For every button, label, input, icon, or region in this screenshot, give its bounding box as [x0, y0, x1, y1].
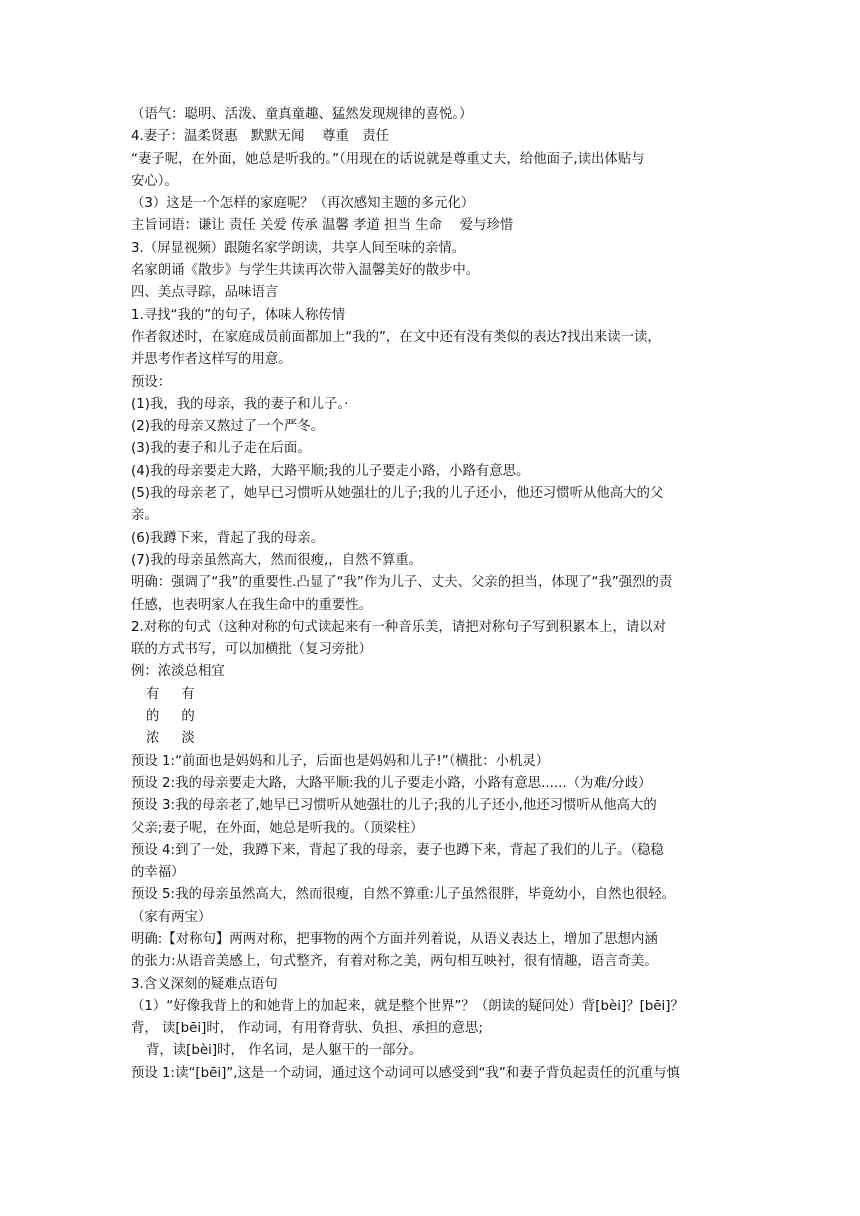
- text-line: (3)我的妻子和儿子走在后面。: [131, 441, 311, 457]
- text-line: 预设 5:我的母亲虽然高大，然而很瘦，自然不算重:儿子虽然很胖，毕竟幼小，自然也很轻。: [131, 887, 676, 903]
- text-line: 预设 1:读“[bēi]”,这是一个动词，通过这个动词可以感受到“我”和妻子背负起责任的沉重与慎: [131, 1065, 680, 1081]
- text-line: 作者叙述时，在家庭成员前面都加上“我的”，在文中还有没有类似的表达?找出来读一读，: [131, 329, 661, 345]
- couplet-row: [131, 684, 737, 706]
- document-page: [131, 104, 737, 1085]
- text-line: (1)我，我的母亲，我的妻子和儿子。·: [131, 396, 349, 412]
- text-line: （语气：聪明、活泼、童真童趣、猛然发现规律的喜悦。）: [131, 107, 473, 122]
- couplet-right: 淡: [181, 731, 195, 747]
- text-line: 4.妻子：温柔贤惠 默默无闻 尊重 责任: [131, 129, 390, 145]
- text-line: 3.含义深刻的疑难点语句: [131, 976, 278, 992]
- text-line: 1.寻找“我的”的句子，体味人称传情: [131, 307, 346, 323]
- couplet-left: 的: [146, 709, 160, 725]
- text-line: 预设 4:到了一处，我蹲下来，背起了我的母亲，妻子也蹲下来，背起了我们的儿子。（稳稳: [131, 842, 664, 858]
- text-line: 明确:【对称句】两两对称，把事物的两个方面并列着说，从语义表达上，增加了思想内涵: [131, 931, 658, 947]
- text-line: 3.（屏显视频）跟随名家学朗读，共享人间至味的亲情。: [131, 240, 466, 256]
- text-line: “妻子呢，在外面，她总是听我的。”（用现在的话说就是尊重丈夫，给他面子,读出体贴与: [131, 151, 645, 167]
- couplet-right: 有: [181, 686, 195, 702]
- text-line: (2)我的母亲又熬过了一个严冬。: [131, 419, 325, 435]
- text-line: 例：浓淡总相宜: [131, 664, 225, 680]
- text-line: 2.对称的句式（这种对称的句式读起来有一种音乐美，请把对称句子写到积累本上，请以对: [131, 619, 667, 635]
- couplet-right: 的: [181, 709, 195, 725]
- text-line: 背， 读[bēi]时， 作动词，有用脊背驮、负担、承担的意思;: [131, 1021, 483, 1037]
- text-line: (4)我的母亲要走大路，大路平顺;我的儿子要走小路，小路有意思。: [131, 463, 530, 479]
- text-line: (5)我的母亲老了，她早已习惯听从她强壮的儿子;我的儿子还小，他还习惯听从他高大的父: [131, 486, 664, 502]
- text-line: 明确：强调了“我”的重要性.凸显了“我”作为儿子、丈夫、父亲的担当，体现了“我”强烈的责: [131, 575, 673, 591]
- text-line: 联的方式书写，可以加横批（复习旁批）: [131, 642, 373, 658]
- text-line: (6)我蹲下来，背起了我的母亲。: [131, 530, 325, 546]
- text-line: 的张力:从语音美感上，句式整齐，有着对称之美，两句相互映衬，很有情趣，语言奇美。: [131, 954, 658, 970]
- text-line: （3）这是一个怎样的家庭呢？（再次感知主题的多元化）: [131, 196, 475, 212]
- text-line: 父亲;妻子呢，在外面，她总是听我的。（顶梁柱）: [131, 820, 424, 836]
- text-line: 安心）。: [131, 173, 178, 189]
- text-line: 亲。: [131, 508, 158, 524]
- text-line: (7)我的母亲虽然高大，然而很瘦,，自然不算重。: [131, 552, 423, 568]
- text-line: 预设 3:我的母亲老了,她早已习惯听从她强壮的儿子;我的儿子还小,他还习惯听从他高大的: [131, 798, 657, 814]
- section-heading: 四、美点寻踪，品味语言: [131, 285, 279, 301]
- couplet-row: [131, 706, 737, 728]
- text-line: 预设 1:“前面也是妈妈和儿子，后面也是妈妈和儿子!”（横批：小机灵）: [131, 753, 550, 769]
- text-line: （1）“好像我背上的和她背上的加起来，就是整个世界”？（朗读的疑问处）背[bèi]？[bēi]？: [131, 998, 684, 1014]
- couplet-left: 有: [146, 686, 160, 702]
- text-line: 的幸福）: [131, 865, 185, 881]
- text-line: 名家朗诵《散步》与学生共读再次带入温馨美好的散步中。: [131, 263, 480, 279]
- text-line: 并思考作者这样写的用意。: [131, 352, 292, 368]
- text-line: 预设 2:我的母亲要走大路，大路平顺:我的儿子要走小路，小路有意思......（为难/分歧）: [131, 775, 652, 791]
- couplet-row: [131, 728, 737, 750]
- text-line: 预设：: [131, 374, 172, 390]
- couplet-left: 浓: [146, 731, 160, 747]
- text-line: 主旨词语：谦让 责任 关爱 传承 温馨 孝道 担当 生命 爱与珍惜: [131, 218, 514, 234]
- text-line: （家有两宝）: [131, 909, 212, 925]
- text-line: 任感，也表明家人在我生命中的重要性。: [131, 597, 373, 613]
- text-line: 背，读[bèi]时， 作名词，是人躯干的一部分。: [146, 1043, 423, 1059]
